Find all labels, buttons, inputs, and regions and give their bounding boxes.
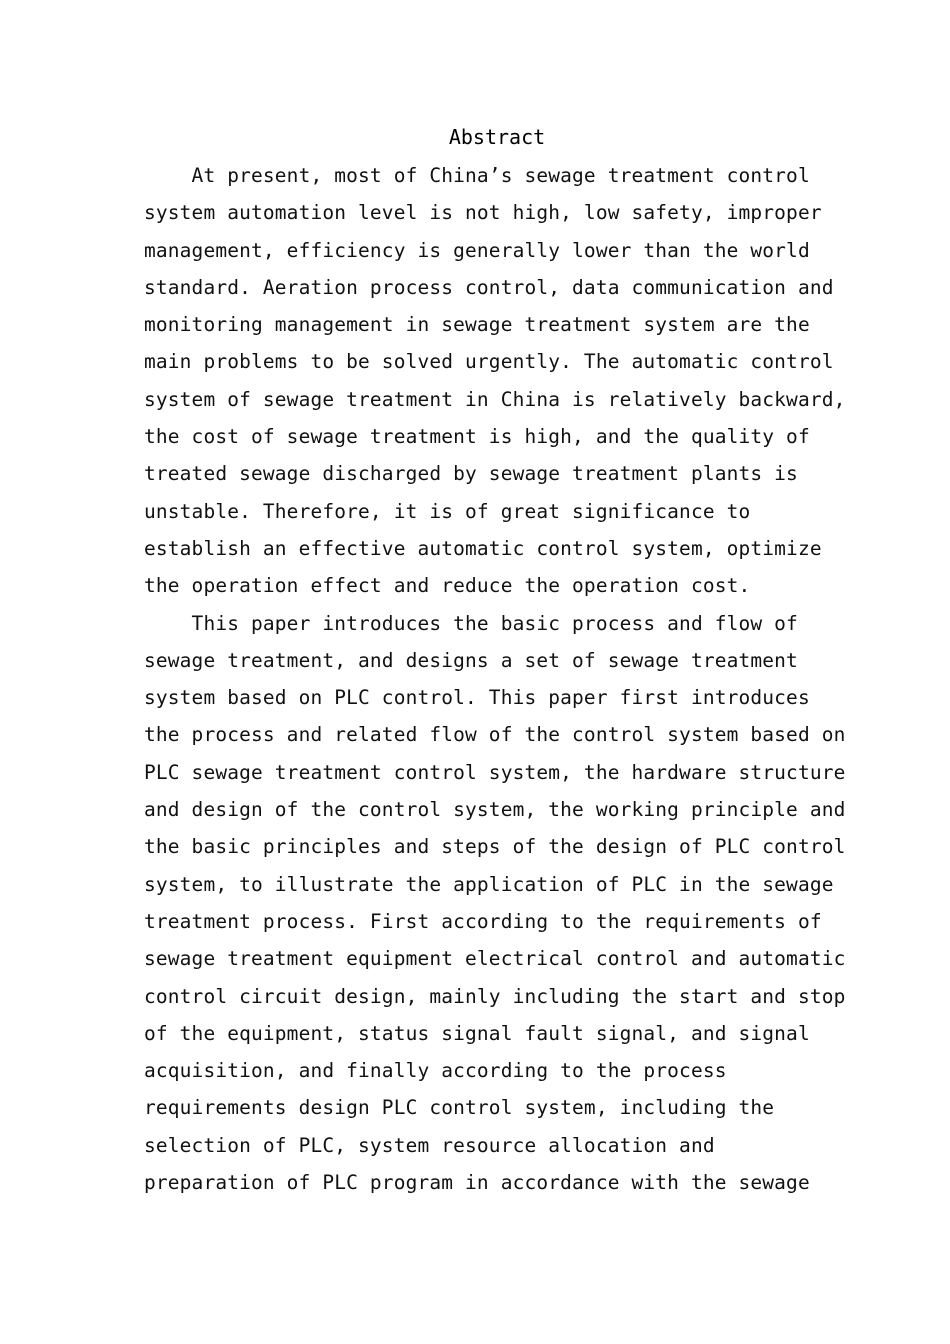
text-line: management, efficiency is generally lower than the world [144,238,810,262]
text-line: the operation effect and reduce the operation cost. [144,574,751,598]
text-line: treated sewage discharged by sewage treatment plants is [144,462,798,486]
text-line: of the equipment, status signal fault signal, and signal [144,1021,810,1045]
text-line: standard. Aeration process control, data communication and [144,275,834,299]
text-line: main problems to be solved urgently. The automatic control [144,350,834,374]
text-line: PLC sewage treatment control system, the hardware structure [144,760,846,784]
abstract-body [144,157,844,1201]
text-line: system, to illustrate the application of PLC in the sewage [144,872,834,896]
text-line: monitoring management in sewage treatment system are the [144,313,810,337]
text-line: system of sewage treatment in China is relatively backward, [144,387,846,411]
text-line: requirements design PLC control system, including the [144,1096,775,1120]
text-line: the basic principles and steps of the design of PLC control [144,835,846,859]
text-line: acquisition, and finally according to the process [144,1059,727,1083]
text-line: selection of PLC, system resource allocation and [144,1133,715,1157]
text-line: sewage treatment equipment electrical control and automatic [144,947,846,971]
text-line: control circuit design, mainly including the start and stop [144,984,846,1008]
text-line: At present, most of China’s sewage treatment control [144,164,810,187]
text-line: unstable. Therefore, it is of great significance to [144,499,751,523]
text-line: sewage treatment, and designs a set of sewage treatment [144,648,798,672]
abstract-title: Abstract [448,125,546,149]
text-line: the process and related flow of the control system based on [144,723,846,747]
text-line: treatment process. First according to the requirements of [144,909,822,933]
text-line: system automation level is not high, low safety, improper [144,201,822,225]
text-line: system based on PLC control. This paper first introduces [144,686,810,710]
text-line: establish an effective automatic control system, optimize [144,536,822,560]
text-line: the cost of sewage treatment is high, and the quality of [144,425,810,449]
text-line: This paper introduces the basic process and flow of [144,611,798,635]
text-line: and design of the control system, the working principle and [144,798,846,822]
text-line: preparation of PLC program in accordance with the sewage [144,1171,810,1195]
